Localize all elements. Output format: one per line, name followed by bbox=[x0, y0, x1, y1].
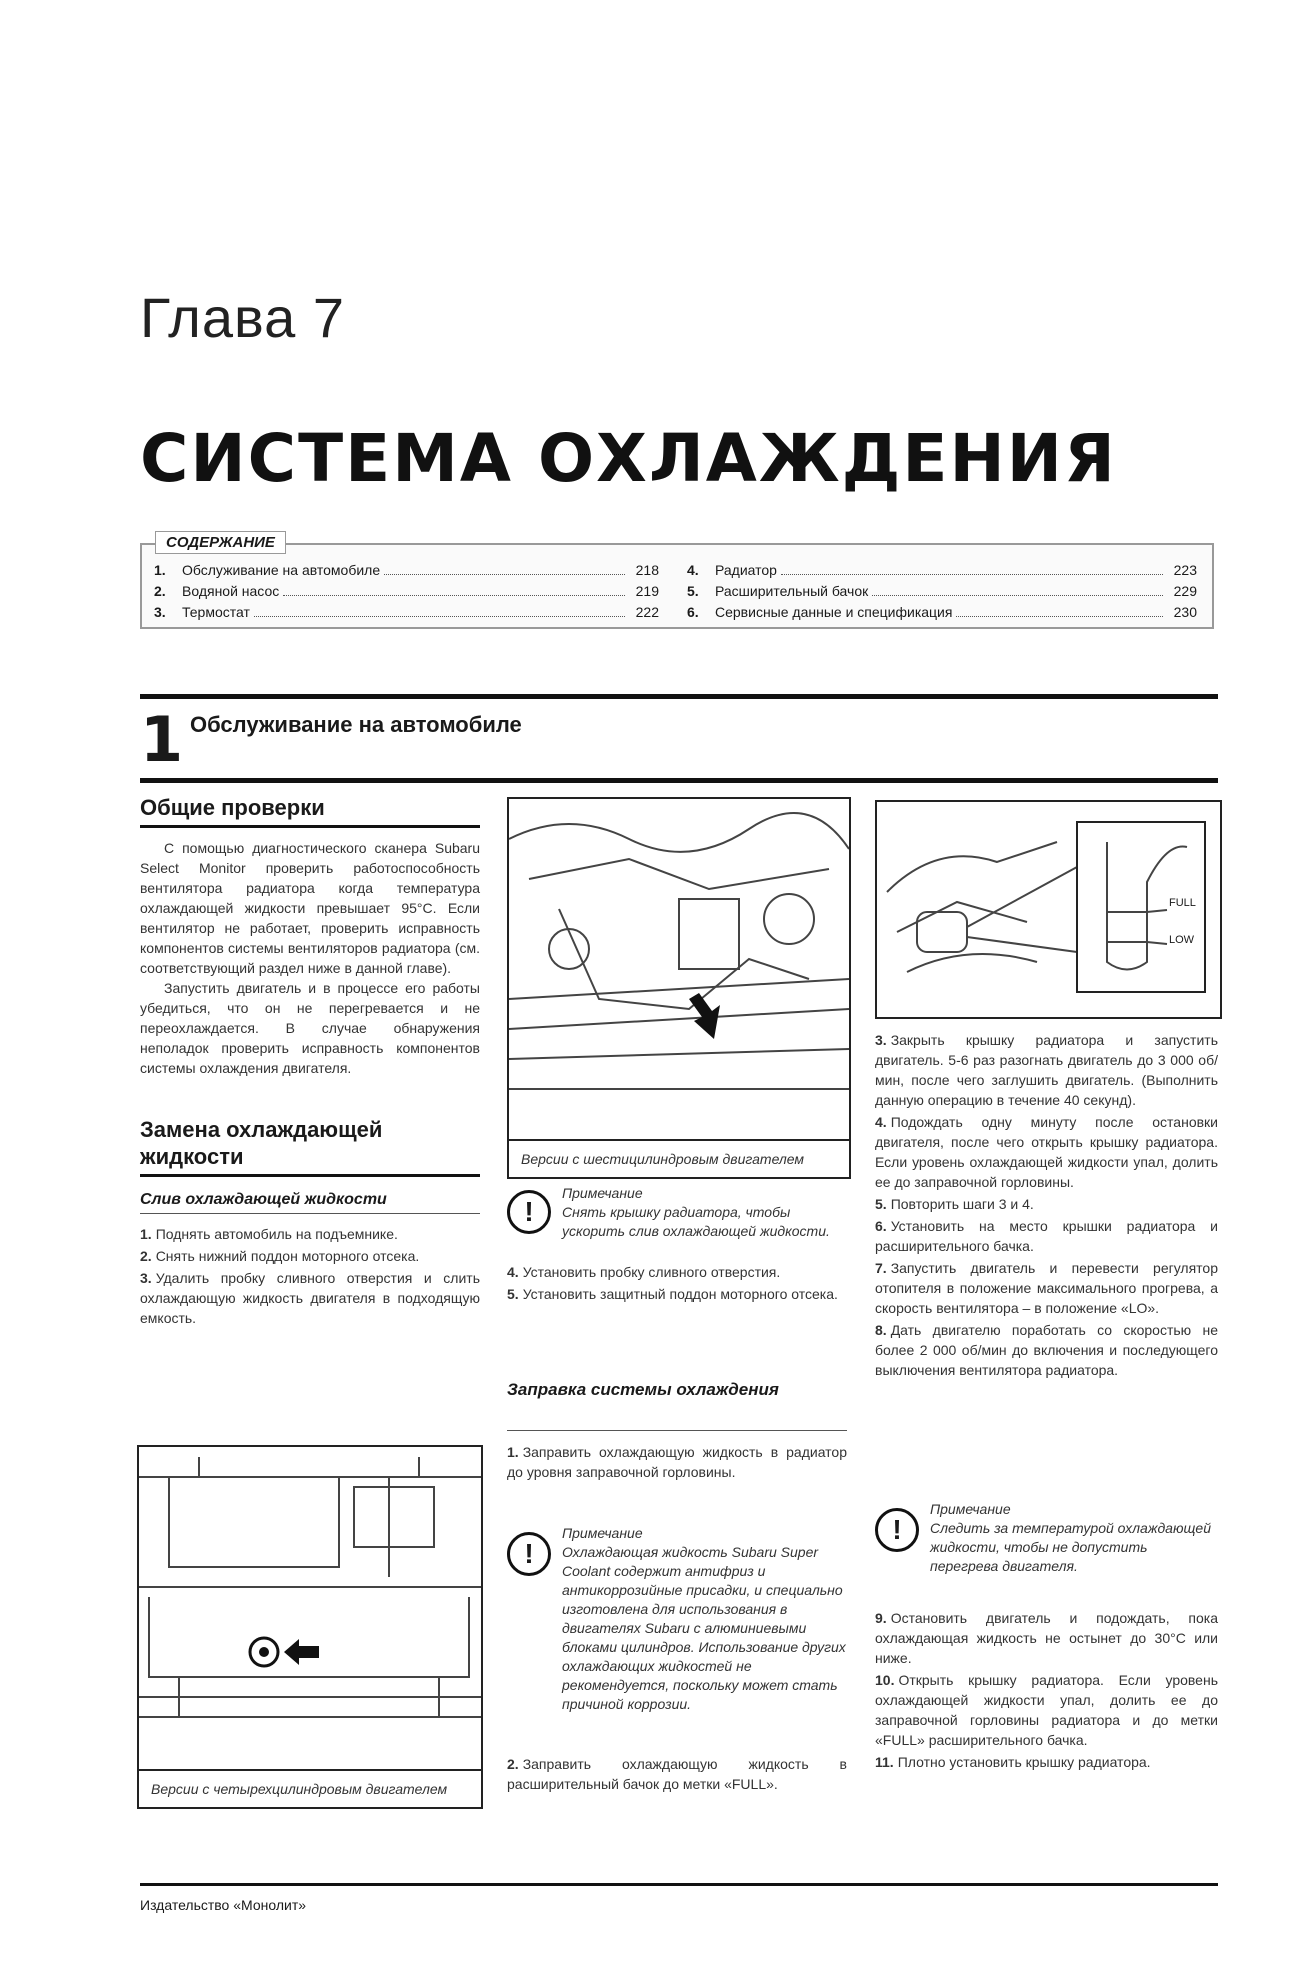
table-of-contents bbox=[140, 543, 1214, 629]
heading-underline bbox=[140, 825, 480, 828]
list-item: 2. Снять нижний поддон моторного отсека. bbox=[140, 1248, 420, 1264]
figure-six-cylinder bbox=[507, 797, 851, 1179]
drain-steps-continued bbox=[507, 1262, 847, 1306]
section-number: 1 bbox=[140, 703, 184, 776]
refill-step-2 bbox=[507, 1754, 847, 1796]
full-mark-label: FULL bbox=[1169, 897, 1196, 909]
section-top-rule bbox=[140, 694, 1218, 699]
general-checks-text: С помощью диагностического сканера Subaru Select Monitor проверить работоспособность вентилятора радиатора когда температура охлаждающей жидкости превышает 95°C. Если вентилятор не работает, проверить исправность компонентов системы вентиляторов радиатора (см. соответствующий раздел ниже в данной главе). Запустить двигатель и в процессе его работы убедиться, что он не перегревается и не переохлаждается. В случае обнаружения неполадок проверить исправность компонентов системы охлаждения двигателя. bbox=[140, 840, 480, 1076]
list-item: 9. Остановить двигатель и подождать, пока охлаждающая жидкость не остынет до 30°C или ниже. bbox=[875, 1610, 1218, 1666]
list-item: 4. Подождать одну минуту после остановки двигателя, после чего открыть крышку радиатора. Если уровень охлаждающей жидкости упал, долить ее до заправочной горловины. bbox=[875, 1114, 1218, 1190]
list-item: 8. Дать двигателю поработать со скоростью не более 2 000 об/мин до включения и последующего выключения вентилятора радиатора. bbox=[875, 1322, 1218, 1378]
section-bottom-rule bbox=[140, 778, 1218, 783]
list-item: 3. Удалить пробку сливного отверстия и слить охлаждающую жидкость двигателя в подходящую емкость. bbox=[140, 1270, 480, 1326]
toc-item[interactable]: 6. Сервисные данные и спецификация 230 bbox=[687, 604, 1197, 620]
engine-bay-illustration bbox=[509, 799, 849, 1109]
list-item: 6. Установить на место крышки радиатора и расширительного бачка. bbox=[875, 1218, 1218, 1254]
heading-general-checks: Общие проверки bbox=[140, 795, 325, 820]
list-item: 5. Установить защитный поддон моторного отсека. bbox=[507, 1286, 838, 1302]
column-1 bbox=[140, 795, 480, 1330]
arrow-icon bbox=[284, 1639, 319, 1665]
footer-rule bbox=[140, 1883, 1218, 1886]
heading-coolant-replace: Замена охлаждающей жидкости bbox=[140, 1117, 383, 1169]
publisher-footer: Издательство «Монолит» bbox=[140, 1897, 307, 1913]
list-item: 5. Повторить шаги 3 и 4. bbox=[875, 1196, 1034, 1212]
figure-expansion-tank bbox=[875, 800, 1222, 1019]
list-item: 11. Плотно установить крышку радиатора. bbox=[875, 1754, 1151, 1770]
figure-caption: Версии с четырехцилиндровым двигателем bbox=[139, 1769, 481, 1807]
refill-steps bbox=[875, 1030, 1218, 1382]
toc-item[interactable]: 2. Водяной насос 219 bbox=[154, 583, 659, 599]
figure-caption: Версии с шестицилиндровым двигателем bbox=[509, 1139, 849, 1177]
arrow-icon bbox=[689, 993, 720, 1039]
toc-label: СОДЕРЖАНИЕ bbox=[155, 531, 286, 554]
chapter-label: Глава 7 bbox=[140, 286, 345, 349]
heading-underline bbox=[140, 1174, 480, 1177]
expansion-tank-illustration bbox=[877, 802, 1220, 1017]
page-title: СИСТЕМА ОХЛАЖДЕНИЯ bbox=[140, 420, 1117, 497]
warning-icon: ! bbox=[507, 1190, 551, 1234]
subheading-underline bbox=[507, 1430, 847, 1431]
drain-steps bbox=[140, 1224, 480, 1328]
subheading-underline bbox=[140, 1213, 480, 1214]
subheading-drain: Слив охлаждающей жидкости bbox=[140, 1191, 387, 1208]
low-mark-label: LOW bbox=[1169, 934, 1195, 946]
refill-step-1 bbox=[507, 1442, 847, 1484]
toc-item[interactable]: 5. Расширительный бачок 229 bbox=[687, 583, 1197, 599]
section-title: Обслуживание на автомобиле bbox=[190, 712, 522, 737]
subheading-refill: Заправка системы охлаждения bbox=[507, 1380, 779, 1399]
note-overheat: Примечание Следить за температурой охлаждающей жидкости, чтобы не допустить перегрева двигателя. bbox=[930, 1501, 1211, 1574]
drain-plug-icon bbox=[250, 1638, 278, 1666]
warning-icon: ! bbox=[875, 1508, 919, 1552]
note-coolant: Примечание Охлаждающая жидкость Subaru Super Coolant содержит антифриз и антикоррозийные присадки, и специально изготовлена для использования в двигателях Subaru с алюминиевыми блоками цилиндров. Использование других охлаждающих жидкостей не рекомендуется, поскольку может стать причиной коррозии. bbox=[562, 1525, 846, 1712]
list-item: 1. Поднять автомобиль на подъемнике. bbox=[140, 1226, 398, 1242]
toc-left-column bbox=[154, 560, 659, 623]
warning-icon: ! bbox=[507, 1532, 551, 1576]
toc-item[interactable]: 3. Термостат 222 bbox=[154, 604, 659, 620]
note-drain: Примечание Снять крышку радиатора, чтобы ускорить слив охлаждающей жидкости. bbox=[562, 1185, 830, 1239]
list-item: 4. Установить пробку сливного отверстия. bbox=[507, 1264, 781, 1280]
engine-underside-illustration bbox=[139, 1447, 481, 1745]
list-item: 7. Запустить двигатель и перевести регулятор отопителя в положение максимального прогрева, а скорость вентилятора – в положение «LO». bbox=[875, 1260, 1218, 1316]
toc-item[interactable]: 4. Радиатор 223 bbox=[687, 562, 1197, 578]
list-item: 1. Заправить охлаждающую жидкость в радиатор до уровня заправочной горловины. bbox=[507, 1444, 847, 1480]
list-item: 3. Закрыть крышку радиатора и запустить двигатель. 5-6 раз разогнать двигатель до 3 000 об/мин, после чего заглушить двигатель. (Выполнить данную операцию в течение 40 секунд). bbox=[875, 1032, 1218, 1108]
toc-right-column bbox=[687, 560, 1197, 623]
figure-four-cylinder bbox=[137, 1445, 483, 1809]
toc-item[interactable]: 1. Обслуживание на автомобиле 218 bbox=[154, 562, 659, 578]
refill-steps-final bbox=[875, 1608, 1218, 1774]
list-item: 2. Заправить охлаждающую жидкость в расширительный бачок до метки «FULL». bbox=[507, 1756, 847, 1792]
list-item: 10. Открыть крышку радиатора. Если уровень охлаждающей жидкости упал, долить ее до заправочной горловины радиатора и до метки «FULL» расширительного бачка. bbox=[875, 1672, 1218, 1748]
